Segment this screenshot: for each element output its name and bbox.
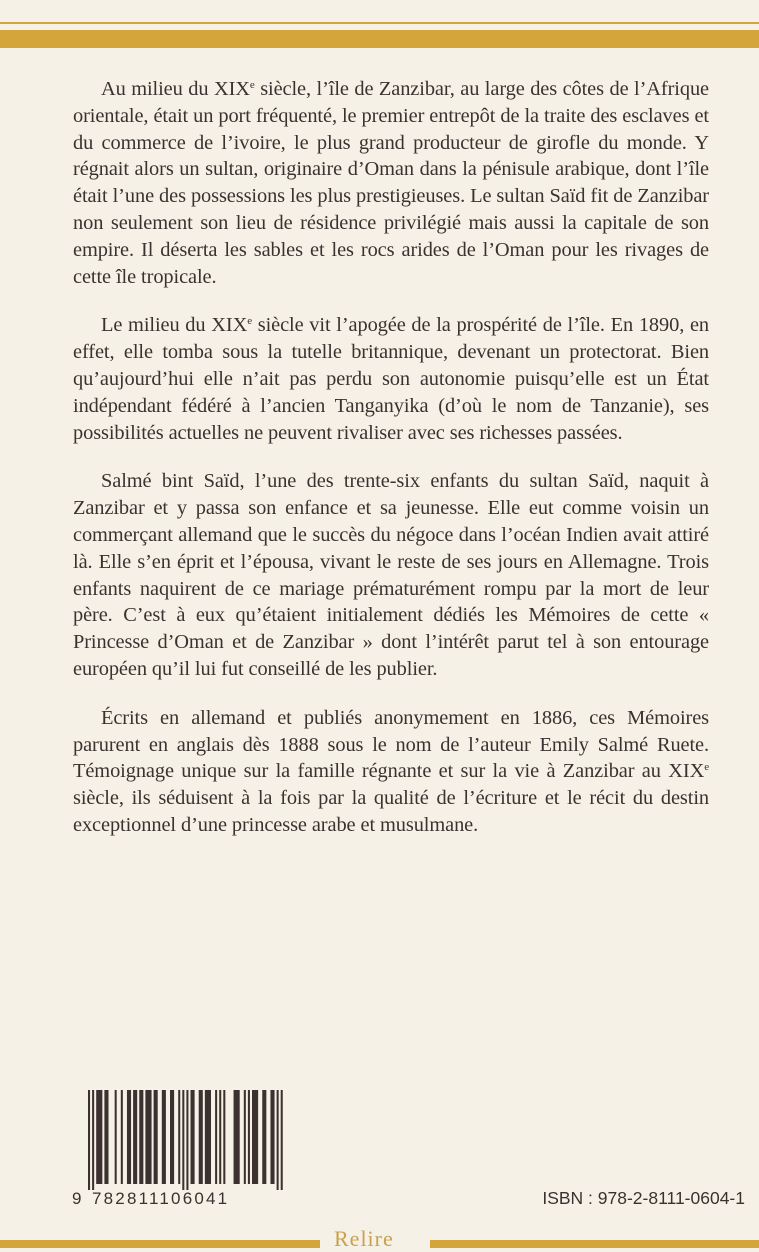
barcode-guard-bar [281,1090,283,1190]
barcode-guard-bar [92,1090,94,1190]
bottom-rule-right [430,1240,759,1248]
barcode-bar [199,1090,203,1184]
barcode-guard-bar [182,1090,184,1190]
barcode-bar [223,1090,225,1184]
barcode-bar [96,1090,102,1184]
blurb-paragraph-4: Écrits en allemand et publiés anonymement en 1886, ces Mémoires parurent en anglais dès 1888 sous le nom de l’auteur Emily Salmé Ruete. Témoignage unique sur la famille régnante et sur la vie à Zanzibar au XIXe siècle, ils séduisent à la fois par la qualité de l’écriture et le récit du destin exceptionnel d’une princesse arabe et musulmane. [73,706,709,836]
top-thin-rule [0,22,759,24]
barcode-bar [154,1090,158,1184]
barcode-bar [205,1090,211,1184]
barcode-bar [191,1090,195,1184]
barcode-bar [104,1090,108,1184]
barcode-bar [252,1090,258,1184]
superscript-e: e [247,315,252,328]
barcode-bar [115,1090,117,1184]
barcode-bar [145,1090,151,1184]
barcode-bar [127,1090,131,1184]
barcode-bar [215,1090,217,1184]
back-cover-blurb [73,76,709,861]
barcode-bar [170,1090,174,1184]
barcode-bar [234,1090,240,1184]
barcode-bar [133,1090,137,1184]
superscript-e: e [249,79,255,91]
barcode-bar [162,1090,166,1184]
bottom-rule-left [0,1240,320,1248]
barcode-bar [262,1090,266,1184]
barcode-guard-bar [277,1090,279,1190]
barcode-bar [244,1090,246,1184]
top-thick-rule [0,30,759,48]
barcode-bar [139,1090,143,1184]
blurb-paragraph-3: Salmé bint Saïd, l’une des trente-six enfants du sultan Saïd, naquit à Zanzibar et y passa son enfance et sa jeunesse. Elle eut comme voisin un commerçant allemand que le succès du négoce dans l’océan Indien avait attiré là. Elle s’en éprit et l’épousa, vivant le reste de ses jours en Allemagne. Trois enfants naquirent de ce mariage prématurément rompu par la mort de leur père. C’est à eux qu’étaient initialement dédiés les Mémoires de cette « Princesse d’Oman et de Zanzibar » dont l’intérêt parut tel à son entourage européen qu’il lui fut conseillé de les publier. [73,470,709,680]
barcode-bar [270,1090,274,1184]
barcode-bars [68,1090,284,1190]
isbn-label: ISBN : 978-2-8111-0604-1 [542,1188,745,1208]
barcode-digits: 782811106041 [92,1189,230,1208]
barcode-bar [178,1090,180,1184]
blurb-paragraph-1: Au milieu du XIXe siècle, l’île de Zanzibar, au large des côtes de l’Afrique orientale, était un port fréquenté, le premier entrepôt de la traite des esclaves et du commerce de l’ivoire, le plus grand producteur de girofle du monde. Y régnait alors un sultan, originaire d’Oman dans la pénisule arabique, dont l’île était l’une des possessions les plus prestigieuses. Le sultan Saïd fit de Zanzibar non seulement son lieu de résidence privilégié mais aussi la capitale de son empire. Il déserta les sables et les rocs arides de l’Oman pour les rivages de cette île tropicale. [73,78,709,288]
publisher-name: Relire [334,1226,394,1251]
barcode-bar [219,1090,221,1184]
superscript-e: e [704,761,709,774]
barcode-guard-bar [88,1090,90,1190]
ean-barcode [68,1090,284,1240]
barcode-first-digit: 9 [72,1189,82,1208]
barcode-guard-bar [186,1090,188,1190]
barcode-bar [121,1090,123,1184]
barcode-bar [248,1090,250,1184]
blurb-paragraph-2: Le milieu du XIXe siècle vit l’apogée de la prospérité de l’île. En 1890, en effet, elle tomba sous la tutelle britannique, devenant un protectorat. Bien qu’aujourd’hui elle n’ait pas perdu son autonomie puisqu’elle est un État indépendant fédéré à l’ancien Tanganyika (d’où le nom de Tanzanie), ses possibilités actuelles ne peuvent rivaliser avec ses richesses passées. [73,314,709,444]
